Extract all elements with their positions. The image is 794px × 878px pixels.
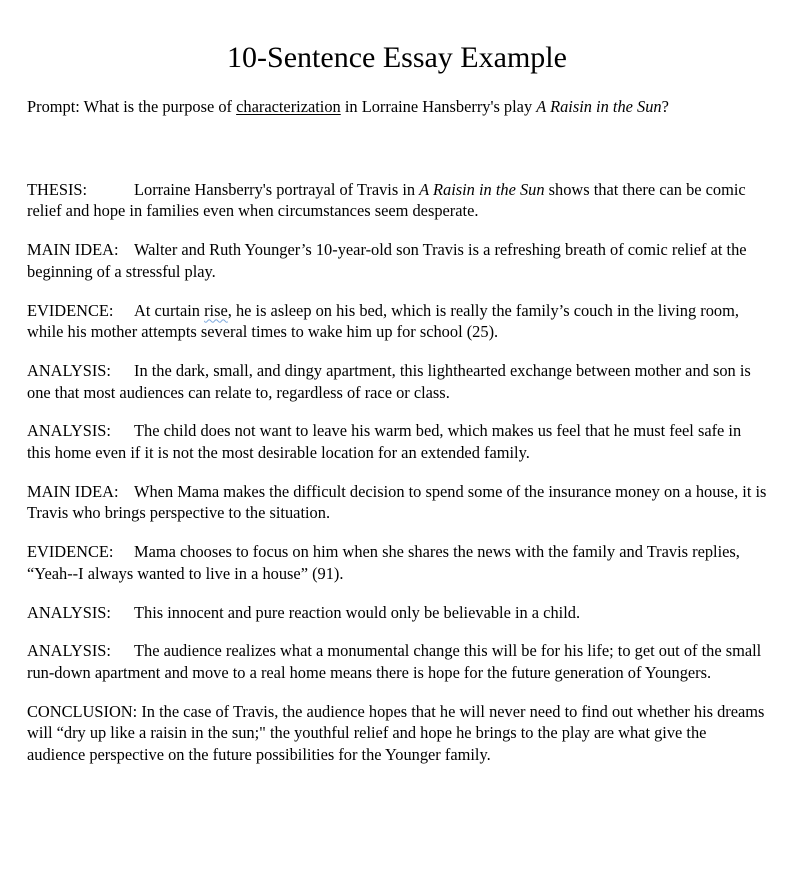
spellcheck-flagged-word: rise bbox=[204, 300, 228, 320]
paragraph-label: EVIDENCE: bbox=[27, 542, 114, 562]
underlined-term: characterization bbox=[236, 97, 341, 116]
paragraph-label: ANALYSIS: bbox=[27, 360, 111, 380]
essay-paragraph bbox=[27, 481, 767, 524]
italic-title-text: A Raisin in the Sun bbox=[419, 179, 545, 199]
text-run: Prompt: What is the purpose of bbox=[27, 97, 237, 116]
paragraph-label: THESIS: bbox=[27, 179, 88, 199]
text-run: Mama chooses to focus on him when she shares the news with the family and Travis replies, “Yeah--I always wanted to live in a house” (91). bbox=[27, 542, 740, 583]
paragraph-label: ANALYSIS: bbox=[27, 641, 111, 661]
essay-paragraph bbox=[27, 420, 767, 463]
text-run: In the dark, small, and dingy apartment, this lighthearted exchange between mother and son is one that most audiences can relate to, regardless of race or class. bbox=[27, 360, 751, 402]
essay-title: 10-Sentence Essay Example bbox=[227, 41, 567, 74]
essay-paragraph bbox=[27, 602, 767, 624]
essay-paragraph bbox=[27, 360, 767, 403]
paragraph-label: ANALYSIS: bbox=[27, 602, 111, 622]
text-run: ? bbox=[661, 97, 669, 116]
italic-title-text: A Raisin in the Sun bbox=[536, 97, 662, 116]
essay-document bbox=[0, 40, 794, 766]
text-run: Walter and Ruth Younger’s 10-year-old son Travis is a refreshing breath of comic relief at the beginning of a stressful play. bbox=[27, 240, 747, 281]
text-run: in Lorraine Hansberry's play bbox=[340, 97, 537, 116]
text-run: At curtain bbox=[134, 300, 205, 320]
text-run: In the case of Travis, the audience hopes that he will never need to find out whether his dreams will “dry up like a raisin in the sun;" the youthful relief and hope he brings to the play are what give the audience perspective on the future possibilities for the Younger family. bbox=[27, 701, 765, 765]
essay-paragraph bbox=[27, 640, 767, 683]
essay-prompt bbox=[27, 96, 767, 118]
paragraph-label: EVIDENCE: bbox=[27, 300, 114, 320]
text-run: shows that there can be comic relief and hope in families even when circumstances seem desperate. bbox=[27, 179, 746, 221]
essay-paragraph bbox=[27, 239, 767, 282]
paragraph-label: CONCLUSION: bbox=[27, 701, 138, 721]
text-run: The child does not want to leave his warm bed, which makes us feel that he must feel safe in this home even if it is not the most desirable location for an extended family. bbox=[27, 421, 742, 463]
text-run: This innocent and pure reaction would only be believable in a child. bbox=[134, 602, 581, 622]
essay-paragraph bbox=[27, 300, 767, 343]
document-page bbox=[0, 40, 794, 878]
text-run: , he is asleep on his bed, which is really the family’s couch in the living room, while his mother attempts several times to wake him up for school (25). bbox=[27, 300, 739, 342]
text-run: Lorraine Hansberry's portrayal of Travis in bbox=[134, 179, 420, 199]
paragraph-label: ANALYSIS: bbox=[27, 421, 111, 441]
text-run: When Mama makes the difficult decision to spend some of the insurance money on a house, it is Travis who brings perspective to the situation. bbox=[27, 481, 767, 523]
essay-paragraph bbox=[27, 541, 767, 584]
text-run: The audience realizes what a monumental change this will be for his life; to get out of the small run-down apartment and move to a real home means there is hope for the future generation of Youngers. bbox=[27, 641, 762, 682]
essay-paragraph bbox=[27, 701, 767, 766]
paragraph-label: MAIN IDEA: bbox=[27, 240, 119, 260]
paragraph-label: MAIN IDEA: bbox=[27, 481, 119, 501]
essay-paragraph bbox=[27, 179, 767, 222]
essay-body bbox=[27, 179, 767, 766]
